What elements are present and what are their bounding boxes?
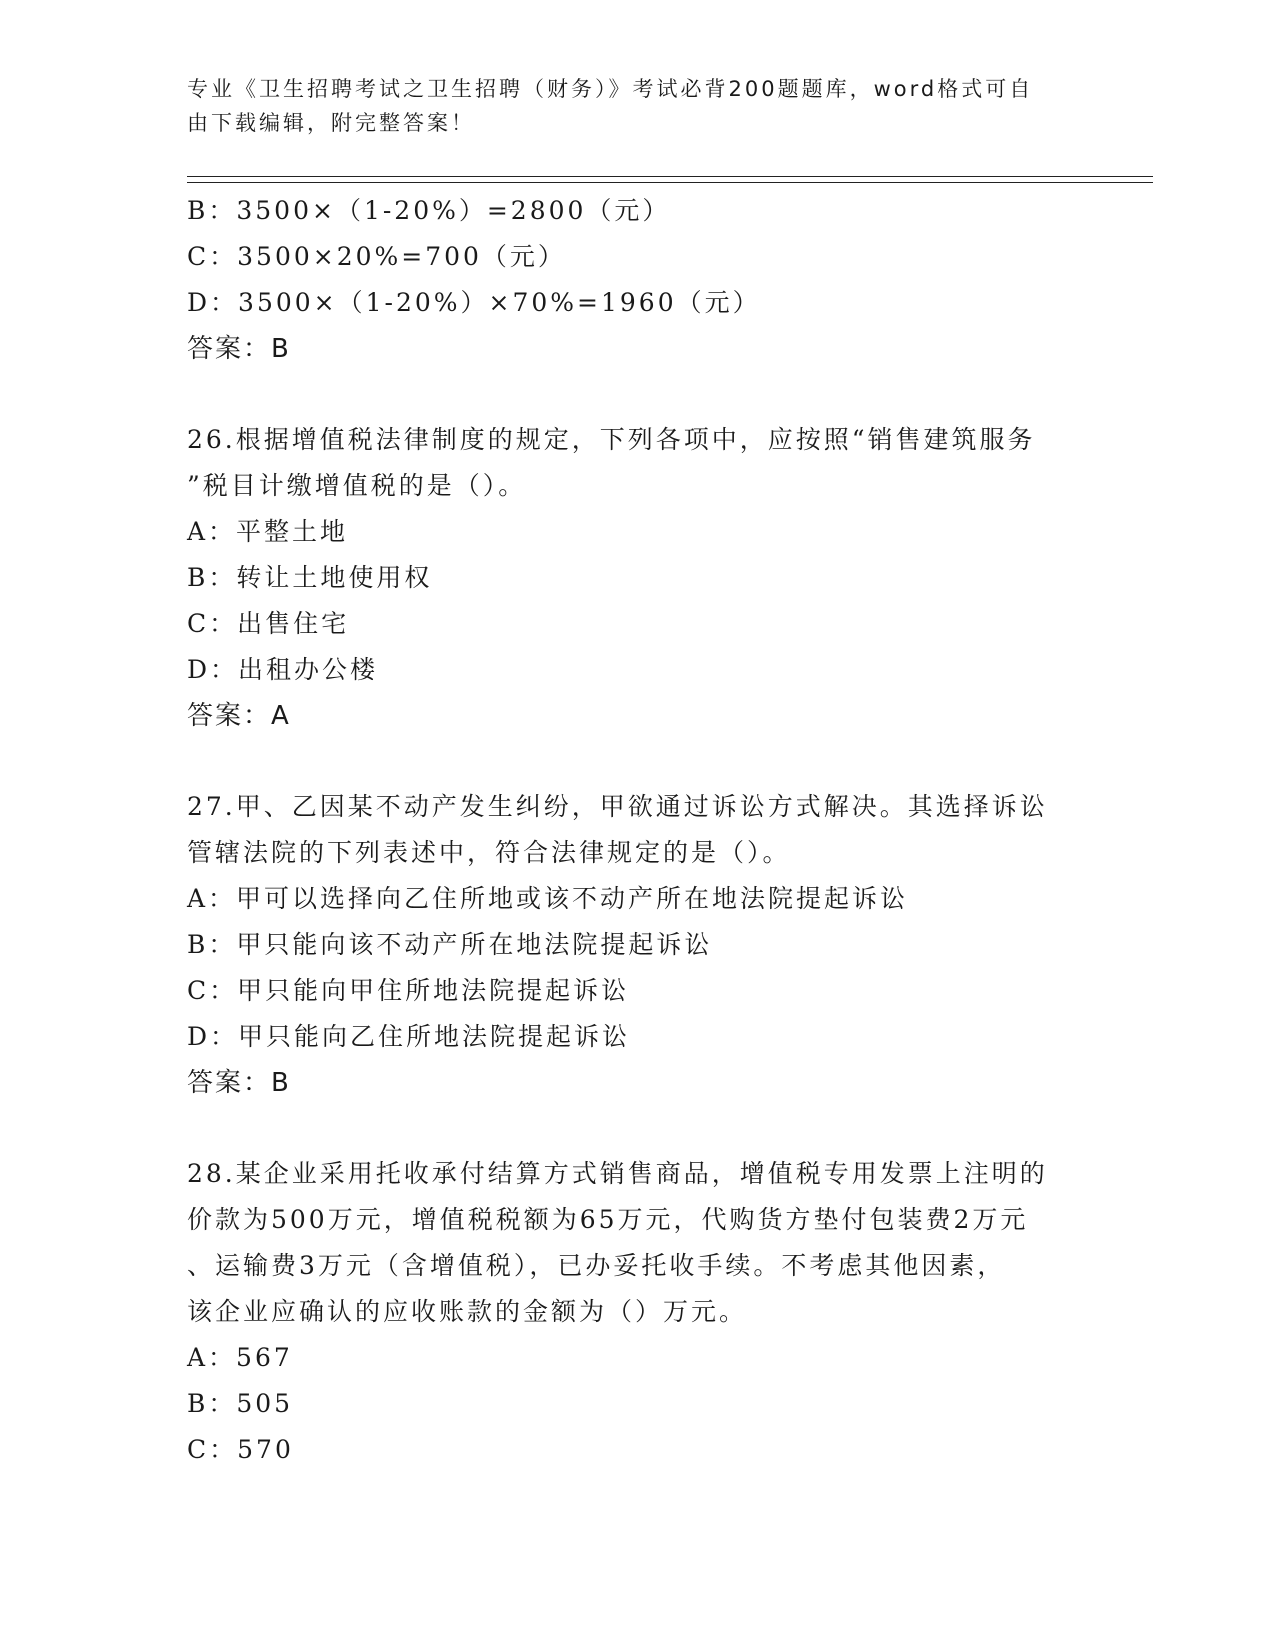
question-28 [187, 1151, 1087, 1473]
question-stem-line: 管辖法院的下列表述中，符合法律规定的是（）。 [187, 838, 791, 867]
question-stem-line: 28.某企业采用托收承付结算方式销售商品，增值税专用发票上注明的 [187, 1159, 1048, 1188]
question-stem-line: 该企业应确认的应收账款的金额为（）万元。 [187, 1297, 748, 1326]
option-b: B：3500×（1-20%）=2800（元） [187, 196, 671, 225]
option-b: B：505 [187, 1389, 294, 1418]
option-a: A：平整土地 [187, 517, 349, 546]
header-line-1: 专业《卫生招聘考试之卫生招聘（财务）》考试必背200题题库，word格式可自 [187, 77, 1034, 101]
option-c: C：甲只能向甲住所地法院提起诉讼 [187, 976, 630, 1005]
option-a: A：567 [187, 1343, 293, 1372]
question-27 [187, 784, 1087, 1106]
header-line-2: 由下载编辑，附完整答案！ [187, 111, 475, 135]
question-25-remainder [187, 188, 1087, 372]
option-d: D：出租办公楼 [187, 655, 379, 684]
question-stem-line: 26.根据增值税法律制度的规定，下列各项中，应按照“销售建筑服务 [187, 425, 1036, 454]
answer-line: 答案：B [187, 1068, 291, 1098]
option-c: C：570 [187, 1435, 294, 1464]
answer-line: 答案：B [187, 334, 291, 364]
header-divider-bottom [187, 182, 1153, 183]
answer-line: 答案：A [187, 701, 291, 731]
question-stem-line: 、运输费3万元（含增值税），已办妥托收手续。不考虑其他因素， [187, 1251, 1006, 1280]
option-d: D：3500×（1-20%）×70%=1960（元） [187, 288, 761, 317]
question-stem-line: 27.甲、乙因某不动产发生纠纷，甲欲通过诉讼方式解决。其选择诉讼 [187, 792, 1048, 821]
option-c: C：3500×20%=700（元） [187, 242, 566, 271]
option-c: C：出售住宅 [187, 609, 350, 638]
option-b: B：甲只能向该不动产所在地法院提起诉讼 [187, 930, 713, 959]
question-stem-line: ”税目计缴增值税的是（）。 [187, 471, 527, 500]
option-d: D：甲只能向乙住所地法院提起诉讼 [187, 1022, 631, 1051]
document-body [187, 188, 1087, 1473]
question-stem-line: 价款为500万元，增值税税额为65万元，代购货方垫付包装费2万元 [187, 1205, 1029, 1234]
header-divider-top [187, 176, 1153, 177]
question-26 [187, 417, 1087, 739]
document-header [187, 72, 1067, 140]
option-a: A：甲可以选择向乙住所地或该不动产所在地法院提起诉讼 [187, 884, 909, 913]
option-b: B：转让土地使用权 [187, 563, 433, 592]
